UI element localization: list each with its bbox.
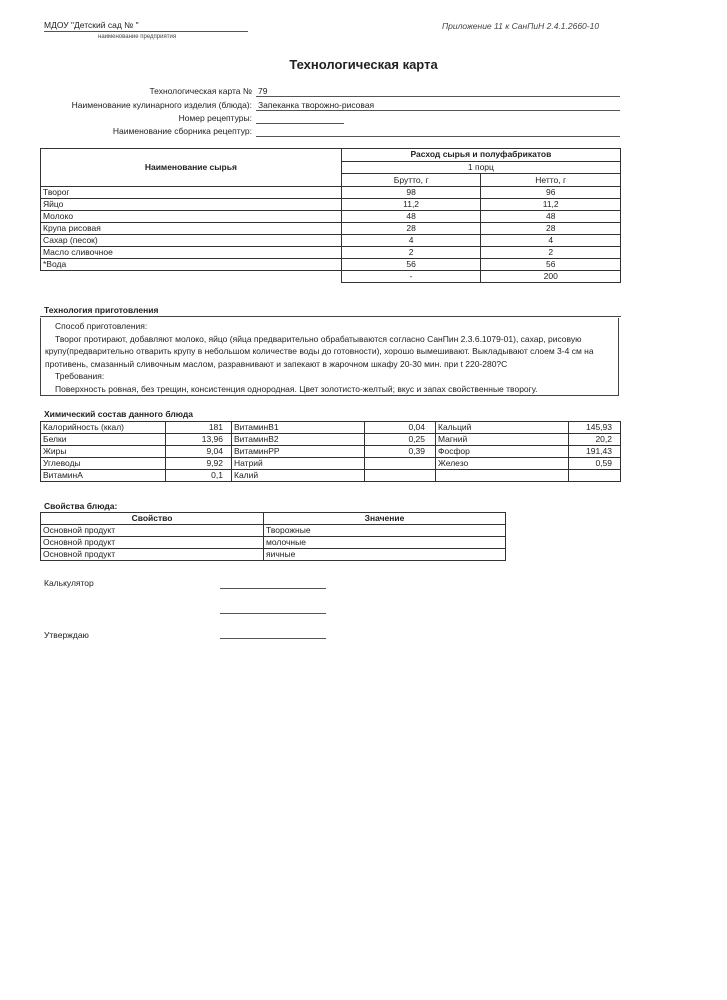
- ingredient-gross: -: [341, 271, 481, 283]
- ingredient-gross: 2: [341, 247, 481, 259]
- chem-name: ВитаминA: [41, 470, 166, 482]
- chem-value: 0,39: [365, 446, 436, 458]
- table-row: [41, 259, 621, 271]
- ingredient-name: *Вода: [41, 259, 342, 271]
- org-caption: наименование предприятия: [98, 34, 177, 40]
- chem-name: ВитаминPP: [232, 446, 365, 458]
- chem-value: 181: [166, 422, 232, 434]
- ingredient-name: Крупа рисовая: [41, 223, 342, 235]
- table-row: [41, 549, 506, 561]
- ingredient-net: 11,2: [481, 199, 621, 211]
- chem-name: ВитаминB1: [232, 422, 365, 434]
- ingredient-name: Сахар (песок): [41, 235, 342, 247]
- method-label: Способ приготовления:: [55, 321, 148, 331]
- chem-value: 0,59: [569, 458, 621, 470]
- ingredient-name: Яйцо: [41, 199, 342, 211]
- ingredients-table: [40, 148, 621, 283]
- table-row: [41, 235, 621, 247]
- chem-name: Кальций: [436, 422, 569, 434]
- chem-name: ВитаминB2: [232, 434, 365, 446]
- technology-heading: Технология приготовления: [44, 305, 159, 315]
- properties-col-value: Значение: [264, 513, 506, 525]
- chem-value: 145,93: [569, 422, 621, 434]
- chem-value: 191,43: [569, 446, 621, 458]
- table-row: [41, 223, 621, 235]
- property-name: Основной продукт: [41, 537, 264, 549]
- chem-value: [569, 470, 621, 482]
- chem-name: [436, 470, 569, 482]
- ingredient-net: 56: [481, 259, 621, 271]
- chem-name: Калий: [232, 470, 365, 482]
- table-row: [41, 434, 621, 446]
- method-text: Творог протирают, добавляют молоко, яйцо (яйца предварительно обрабатываются согласно СанПин 2.3.6.1079-01), сахар, рисовую крупу(предварительно отварить крупу в небольшом количестве воды до готовности), хорошо вымешивают. Выкладывают слоем 3-4 см на противень, смазанный сливочным маслом, разравнивают и запекают в жарочном шкафу 20-30 мин. при t 220-280?С: [45, 333, 594, 369]
- table-row: [41, 422, 621, 434]
- appendix-note: Приложение 11 к СанПиН 2.4.1.2660-10: [442, 21, 600, 31]
- chem-value: 0,04: [365, 422, 436, 434]
- chem-value: 9,92: [166, 458, 232, 470]
- card-no-value: 79: [258, 86, 268, 96]
- extra-signature-line: [220, 613, 326, 614]
- table-row: [41, 187, 621, 199]
- chem-name: Белки: [41, 434, 166, 446]
- chem-value: [365, 458, 436, 470]
- org-underline: [44, 31, 248, 32]
- property-value: яичные: [264, 549, 506, 561]
- properties-col-property: Свойство: [41, 513, 264, 525]
- ingredient-net: 48: [481, 211, 621, 223]
- ingredient-gross: 11,2: [341, 199, 481, 211]
- dish-value: Запеканка творожно-рисовая: [258, 100, 375, 110]
- table-row: [41, 446, 621, 458]
- calculator-signature-line: [220, 588, 326, 589]
- table-row: [41, 199, 621, 211]
- chem-value: 20,2: [569, 434, 621, 446]
- chem-name: Углеводы: [41, 458, 166, 470]
- chem-name: Калорийность (ккал): [41, 422, 166, 434]
- chem-name: Магний: [436, 434, 569, 446]
- technology-heading-line: [40, 316, 621, 317]
- chem-value: [365, 470, 436, 482]
- ingredients-col-gross: Брутто, г: [341, 174, 481, 187]
- ingredient-gross: 28: [341, 223, 481, 235]
- technology-box: [40, 318, 619, 396]
- recipe-no-line: [256, 123, 344, 124]
- ingredient-net: 2: [481, 247, 621, 259]
- ingredients-col-name: Наименование сырья: [41, 149, 342, 187]
- chem-name: Натрий: [232, 458, 365, 470]
- ingredients-col-portion: 1 порц: [341, 161, 620, 174]
- collection-label: Наименование сборника рецептур:: [112, 126, 252, 136]
- ingredients-col-consumption: Расход сырья и полуфабрикатов: [341, 149, 620, 162]
- ingredient-gross: 98: [341, 187, 481, 199]
- chem-value: 13,96: [166, 434, 232, 446]
- property-value: Творожные: [264, 525, 506, 537]
- calculator-label: Калькулятор: [44, 578, 94, 588]
- table-row: [41, 271, 621, 283]
- chem-name: Железо: [436, 458, 569, 470]
- org-name: МДОУ "Детский сад № ": [44, 20, 139, 30]
- requirements-text: Поверхность ровная, без трещин, консистенция однородная. Цвет золотисто-желтый; вкус и запах свойственные творогу.: [55, 383, 538, 394]
- ingredient-name: [41, 271, 342, 283]
- card-no-line: [256, 96, 620, 97]
- properties-table: [40, 512, 506, 561]
- page-title: Технологическая карта: [289, 57, 438, 72]
- card-no-label: Технологическая карта №: [149, 86, 252, 96]
- table-row: [41, 525, 506, 537]
- chemistry-heading: Химический состав данного блюда: [44, 409, 194, 419]
- table-row: [41, 458, 621, 470]
- ingredient-name: Молоко: [41, 211, 342, 223]
- chem-value: 0,25: [365, 434, 436, 446]
- ingredient-gross: 48: [341, 211, 481, 223]
- table-row: [41, 211, 621, 223]
- property-name: Основной продукт: [41, 525, 264, 537]
- property-name: Основной продукт: [41, 549, 264, 561]
- table-row: [41, 247, 621, 259]
- approve-label: Утверждаю: [44, 630, 89, 640]
- recipe-no-label: Номер рецептуры:: [178, 113, 252, 123]
- approve-signature-line: [220, 638, 326, 639]
- chem-value: 9,04: [166, 446, 232, 458]
- ingredient-net: 96: [481, 187, 621, 199]
- property-value: молочные: [264, 537, 506, 549]
- properties-heading: Свойства блюда:: [44, 501, 118, 511]
- dish-line: [256, 110, 620, 111]
- chem-name: Фосфор: [436, 446, 569, 458]
- table-row: [41, 537, 506, 549]
- table-row: [41, 470, 621, 482]
- chem-name: Жиры: [41, 446, 166, 458]
- chem-value: 0,1: [166, 470, 232, 482]
- ingredient-name: Масло сливочное: [41, 247, 342, 259]
- ingredient-gross: 56: [341, 259, 481, 271]
- collection-line: [256, 136, 620, 137]
- ingredient-net: 200: [481, 271, 621, 283]
- ingredient-gross: 4: [341, 235, 481, 247]
- ingredient-net: 28: [481, 223, 621, 235]
- ingredient-name: Творог: [41, 187, 342, 199]
- requirements-label: Требования:: [55, 371, 105, 381]
- dish-label: Наименование кулинарного изделия (блюда):: [71, 100, 252, 110]
- chemistry-table: [40, 421, 621, 482]
- ingredient-net: 4: [481, 235, 621, 247]
- ingredients-col-net: Нетто, г: [481, 174, 621, 187]
